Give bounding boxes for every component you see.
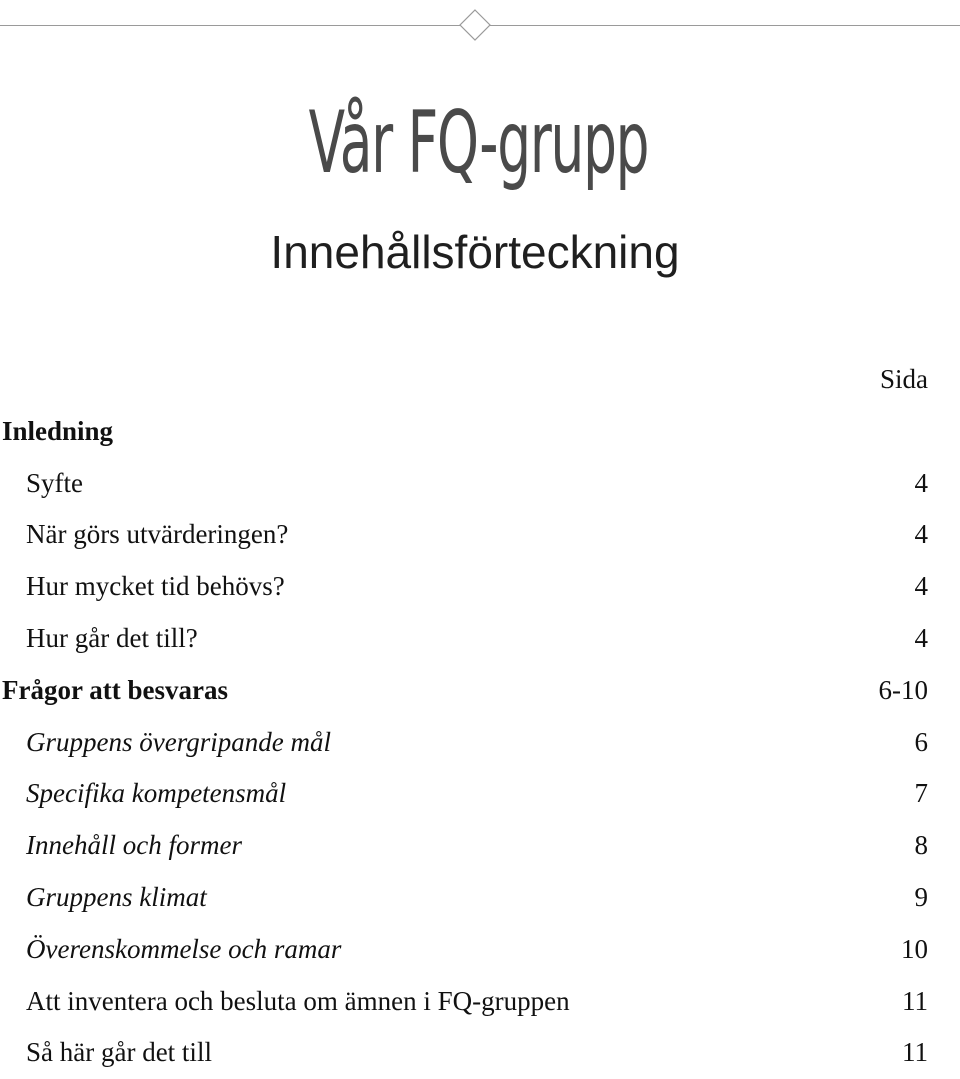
toc-entry-page: 4 <box>914 622 928 653</box>
toc-entry-page: 4 <box>914 571 928 602</box>
toc-row[interactable] <box>0 872 928 924</box>
toc-row[interactable] <box>0 976 928 1028</box>
toc-entry-page: 11 <box>902 1037 928 1068</box>
document-subtitle: Innehållsförteckning <box>270 226 680 278</box>
toc-entry-page: 11 <box>902 985 928 1016</box>
diamond-ornament-icon <box>459 9 491 41</box>
toc-row[interactable] <box>0 561 928 613</box>
toc-entry-label: Så här går det till <box>26 1037 212 1068</box>
toc-row[interactable] <box>0 768 928 820</box>
document-title: Vår FQ-grupp <box>308 93 649 193</box>
toc-entry-label: Frågor att besvaras <box>2 674 228 705</box>
toc-row[interactable] <box>0 820 928 872</box>
toc-entry-label: Syfte <box>26 467 83 498</box>
toc-entry-page: 9 <box>914 881 928 912</box>
toc-entry-page: 6-10 <box>878 674 928 705</box>
toc-entry-label: När görs utvärderingen? <box>26 519 289 550</box>
toc-entry-page: 10 <box>901 933 928 964</box>
toc-entry-label: Inledning <box>2 415 114 446</box>
toc-row[interactable] <box>0 458 928 510</box>
toc-entry-page: 4 <box>914 467 928 498</box>
toc-entry-page: 7 <box>914 778 928 809</box>
toc-entry-label: Specifika kompetensmål <box>26 778 287 809</box>
toc-entry-label: Hur mycket tid behövs? <box>26 571 285 602</box>
page-column-label: Sida <box>879 364 928 394</box>
toc-row[interactable] <box>0 924 928 976</box>
toc-row[interactable] <box>0 665 928 717</box>
toc-row[interactable] <box>0 613 928 665</box>
toc-entry-label: Gruppens övergripande mål <box>26 726 331 757</box>
toc-entry-label: Att inventera och besluta om ämnen i FQ-gruppen <box>26 985 570 1016</box>
toc-header-row <box>0 354 928 406</box>
toc-entry-page: 8 <box>914 830 928 861</box>
toc-entry-label: Innehåll och former <box>26 830 242 861</box>
toc-row[interactable] <box>0 1027 928 1079</box>
toc-row[interactable] <box>0 717 928 769</box>
toc-row[interactable] <box>0 406 928 458</box>
table-of-contents <box>0 354 928 1079</box>
toc-entry-label: Överenskommelse och ramar <box>26 933 342 964</box>
toc-entry-page: 4 <box>914 519 928 550</box>
toc-entry-label: Gruppens klimat <box>26 881 207 912</box>
toc-row[interactable] <box>0 509 928 561</box>
toc-entry-page: 6 <box>914 726 928 757</box>
toc-entry-label: Hur går det till? <box>26 622 198 653</box>
